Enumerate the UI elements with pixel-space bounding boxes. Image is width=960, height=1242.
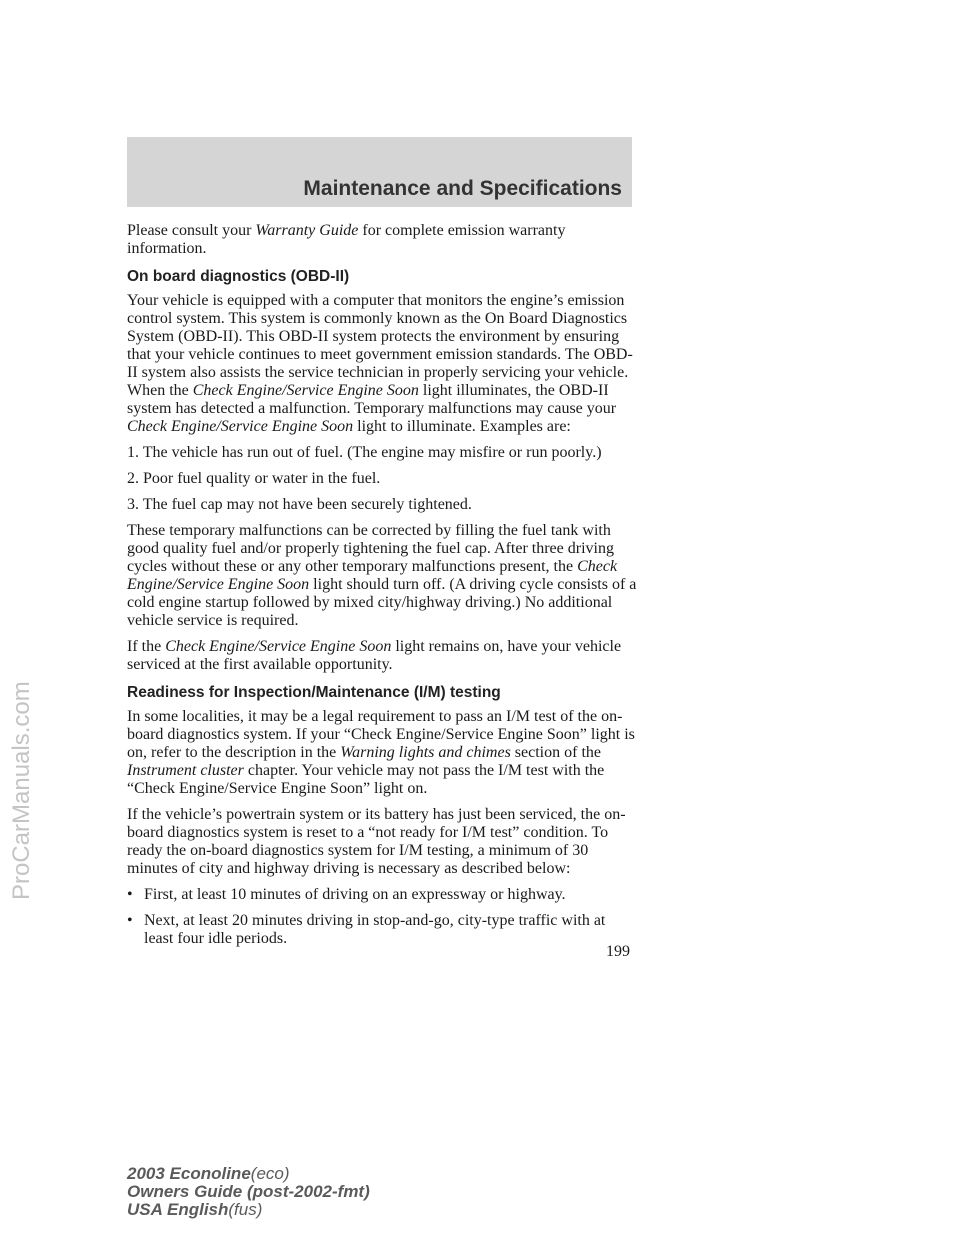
obd-example-1: 1. The vehicle has run out of fuel. (The engine may misfire or run poorly.) bbox=[127, 444, 602, 461]
page-number: 199 bbox=[606, 943, 630, 960]
section-header-band bbox=[127, 137, 632, 207]
im-paragraph-1: In some localities, it may be a legal requirement to pass an I/M test of the on-board diagnostics system. If your “Check Engine/Service Engine Soon” light is on, refer to the description in the Warning lights and chimes section of the Instrument cluster chapter. Your vehicle may not pass the I/M test with the “Check Engine/Service Engine Soon” light on. bbox=[127, 708, 635, 797]
page-content bbox=[127, 222, 637, 956]
driving-steps-list bbox=[127, 886, 637, 948]
obd-paragraph-1: Your vehicle is equipped with a computer that monitors the engine’s emission control system. This system is commonly known as the On Board Diagnostics System (OBD-II). This OBD-II system protects the environment by ensuring that your vehicle continues to meet government emission standards. The OBD-II system also assists the service technician in properly servicing your vehicle. When the Check Engine/Service Engine Soon light illuminates, the OBD-II system has detected a malfunction. Temporary malfunctions may cause your Check Engine/Service Engine Soon light to illuminate. Examples are: bbox=[127, 292, 633, 435]
footer-line-guide: Owners Guide (post-2002-fmt) bbox=[127, 1182, 370, 1201]
warranty-guide-reference: Warranty Guide bbox=[255, 222, 359, 239]
obd-paragraph-3: If the Check Engine/Service Engine Soon light remains on, have your vehicle serviced at the first available opportunity. bbox=[127, 638, 622, 673]
obd-example-3: 3. The fuel cap may not have been securely tightened. bbox=[127, 496, 472, 513]
im-paragraph-2: If the vehicle’s powertrain system or its battery has just been serviced, the on-board diagnostics system is reset to a “not ready for I/M test” condition. To ready the on-board diagnostics system for I/M testing, a minimum of 30 minutes of city and highway driving is necessary as described below: bbox=[127, 806, 626, 877]
list-item: • First, at least 10 minutes of driving on an expressway or highway. bbox=[127, 886, 566, 903]
bullet-icon: • bbox=[127, 886, 133, 903]
obd-heading: On board diagnostics (OBD-II) bbox=[127, 268, 350, 285]
footer-line-language: USA English(fus) bbox=[127, 1200, 263, 1219]
intro-paragraph: Please consult your Warranty Guide for complete emission warranty information. bbox=[127, 222, 566, 257]
document-footer bbox=[127, 1165, 370, 1219]
bullet-icon: • bbox=[127, 912, 133, 929]
watermark-text: ProCarManuals.com bbox=[8, 681, 35, 900]
list-item: • Next, at least 20 minutes driving in stop-and-go, city-type traffic with at least four idle periods. bbox=[127, 912, 606, 947]
im-heading: Readiness for Inspection/Maintenance (I/M) testing bbox=[127, 684, 501, 701]
section-title: Maintenance and Specifications bbox=[303, 177, 622, 200]
footer-line-model: 2003 Econoline(eco) bbox=[127, 1164, 290, 1183]
obd-example-2: 2. Poor fuel quality or water in the fuel. bbox=[127, 470, 381, 487]
obd-paragraph-2: These temporary malfunctions can be corrected by filling the fuel tank with good quality fuel and/or properly tightening the fuel cap. After three driving cycles without these or any other temporary malfunctions present, the Check Engine/Service Engine Soon light should turn off. (A driving cycle consists of a cold engine startup followed by mixed city/highway driving.) No additional vehicle service is required. bbox=[127, 522, 637, 629]
